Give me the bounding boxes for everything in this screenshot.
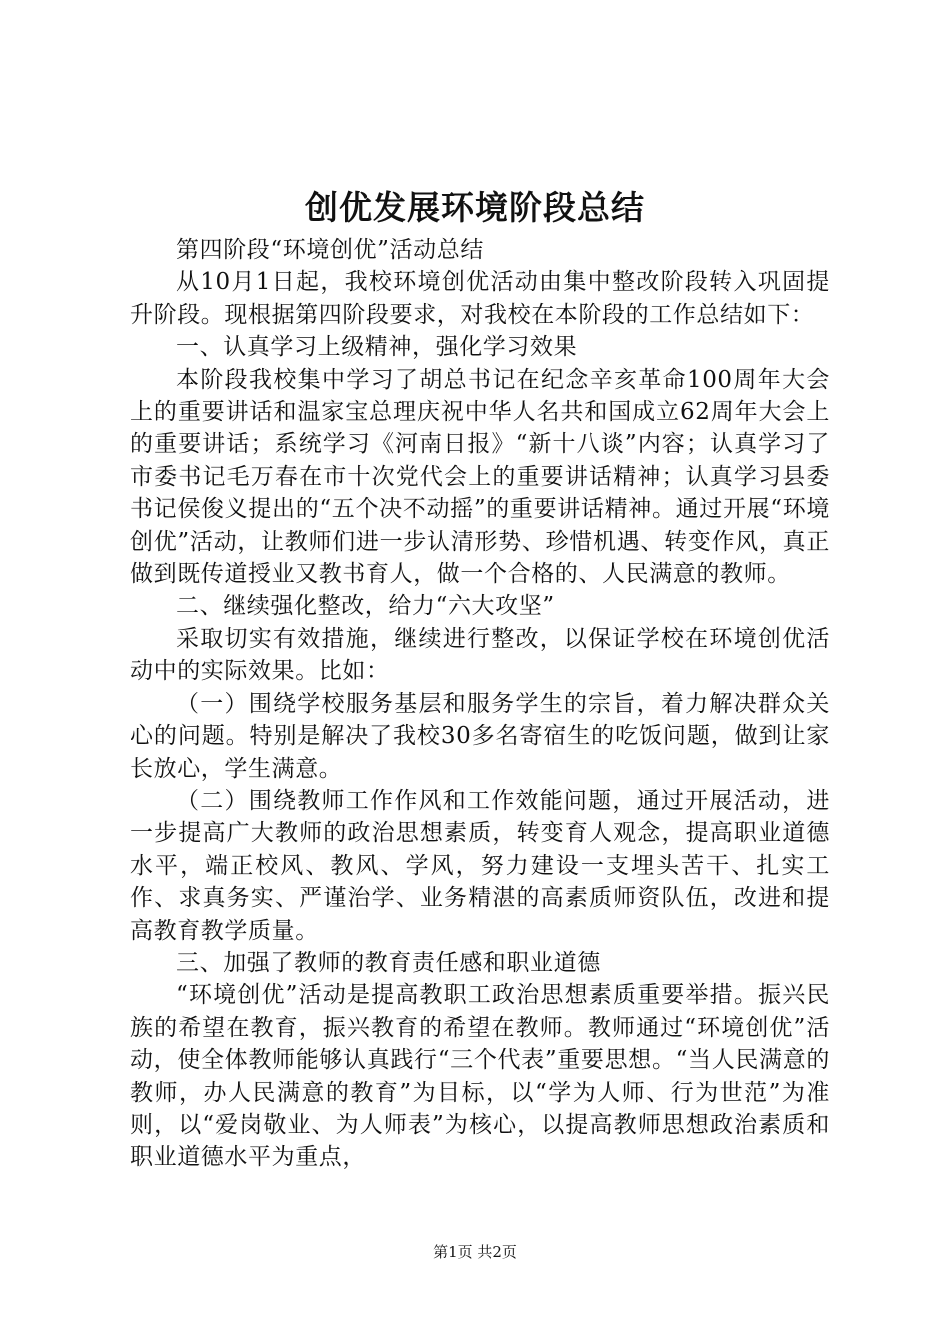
paragraph-section-2: 采取切实有效措施，继续进行整改，以保证学校在环境创优活动中的实际效果。比如：: [130, 625, 830, 685]
paragraph-section-1: 本阶段我校集中学习了胡总书记在纪念辛亥革命100周年大会上的重要讲话和温家宝总理庆祝中华人名共和国成立62周年大会上的重要讲话；系统学习《河南日报》“新十八谈”内容；认真学习了市委书记毛万春在市十次党代会上的重要讲话精神；认真学习县委书记侯俊义提出的“五个决不动摇”的重要讲话精神。通过开展“环境创优”活动，让教师们进一步认清形势、珍惜机遇、转变作风，真正做到既传道授业又教书育人，做一个合格的、人民满意的教师。: [130, 366, 830, 588]
section-heading-3: 三、加强了教师的教育责任感和职业道德: [176, 949, 601, 976]
paragraph-subtitle: 第四阶段“环境创优”活动总结: [176, 237, 484, 263]
paragraph-intro: 从10月1日起，我校环境创优活动由集中整改阶段转入巩固提升阶段。现根据第四阶段要求，对我校在本阶段的工作总结如下：: [130, 269, 830, 328]
page-number-footer: 第1页 共2页: [433, 1243, 517, 1261]
document-title: 创优发展环境阶段总结: [305, 188, 645, 227]
section-heading-1: 一、认真学习上级精神，强化学习效果: [176, 334, 578, 361]
paragraph-item-1: （一）围绕学校服务基层和服务学生的宗旨，着力解决群众关心的问题。特别是解决了我校30多名寄宿生的吃饭问题，做到让家长放心，学生满意。: [130, 690, 830, 782]
section-heading-2: 二、继续强化整改，给力“六大攻坚”: [176, 593, 555, 620]
paragraph-section-3: “环境创优”活动是提高教职工政治思想素质重要举措。振兴民族的希望在教育，振兴教育的希望在教师。教师通过“环境创优”活动，使全体教师能够认真践行“三个代表”重要思想。“当人民满意的教师，办人民满意的教育”为目标，以“学为人师、行为世范”为准则，以“爱岗敬业、为人师表”为核心，以提高教师思想政治素质和职业道德水平为重点，: [130, 982, 830, 1171]
document-body: [130, 234, 830, 1174]
paragraph-item-2: （二）围绕教师工作作风和工作效能问题，通过开展活动，进一步提高广大教师的政治思想素质，转变育人观念，提高职业道德水平，端正校风、教风、学风，努力建设一支埋头苦干、扎实工作、求真务实、严谨治学、业务精湛的高素质师资队伍，改进和提高教育教学质量。: [130, 787, 830, 944]
